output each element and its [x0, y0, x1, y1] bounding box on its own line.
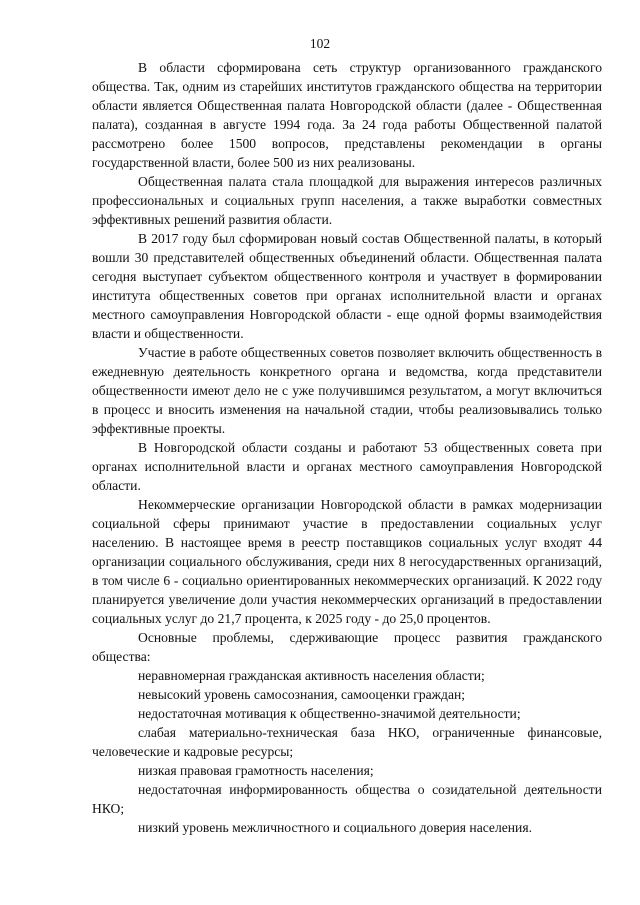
- paragraph-civil-society-structures: В области сформирована сеть структур организованного гражданского общества. Так, одним из старейших институтов гражданского общества на территории области является Общественная палата Новгородской области (далее - Общественная палата), созданная в августе 1994 года. За 24 года работы Общественной палатой рассмотрено более 1500 вопросов, представлены рекомендации в органы государственной власти, более 500 из них реализованы.: [92, 60, 602, 170]
- paragraph-public-chamber-platform: Общественная палата стала площадкой для выражения интересов различных профессиональных и социальных групп населения, а также выработки совместных эффективных решений развития области.: [92, 174, 602, 227]
- paragraph-new-chamber-composition: В 2017 году был сформирован новый состав Общественной палаты, в который вошли 30 представителей общественных объединений области. Общественная палата сегодня выступает субъектом общественного контроля и участвует в формировании института общественных советов при органах исполнительной власти и органах местного самоуправления Новгородской области - еще одной формы взаимодействия власти и общественности.: [92, 231, 602, 341]
- list-item: низкая правовая грамотность населения;: [138, 763, 374, 778]
- problems-list: [92, 666, 602, 837]
- list-item: невысокий уровень самосознания, самооценки граждан;: [138, 687, 466, 702]
- paragraph-nonprofit-organizations: Некоммерческие организации Новгородской области в рамках модернизации социальной сферы принимают участие в предоставлении социальных услуг населению. В настоящее время в реестр поставщиков социальных услуг входят 44 организации социального обслуживания, среди них 8 негосударственных организаций, в том числе 6 - социально ориентированных некоммерческих организаций. К 2022 году планируется увеличение доли участия некоммерческих организаций в предоставлении социальных услуг до 21,7 процента, к 2025 году - до 25,0 процентов.: [92, 497, 602, 626]
- list-item: слабая материально-техническая база НКО, ограниченные финансовые, человеческие и кадровые ресурсы;: [92, 725, 602, 759]
- document-body: [92, 58, 602, 837]
- list-item: неравномерная гражданская активность населения области;: [138, 668, 485, 683]
- paragraph-public-councils-participation: Участие в работе общественных советов позволяет включить общественность в ежедневную деятельность конкретного органа и ведомства, когда представители общественности имеют дело не с уже получившимся результатом, а могут включиться в процесс и вносить изменения на начальной стадии, чтобы реализовывались только эффективные проекты.: [92, 345, 602, 436]
- list-item: низкий уровень межличностного и социального доверия населения.: [138, 820, 532, 835]
- list-item: недостаточная мотивация к общественно-значимой деятельности;: [138, 706, 521, 721]
- paragraph-public-councils-count: В Новгородской области созданы и работают 53 общественных совета при органах исполнительной власти и органах местного самоуправления Новгородской области.: [92, 440, 602, 493]
- paragraph-main-problems-intro: Основные проблемы, сдерживающие процесс развития гражданского общества:: [92, 630, 602, 664]
- list-item: недостаточная информированность общества о созидательной деятельности НКО;: [92, 782, 602, 816]
- page-number: 102: [309, 36, 331, 51]
